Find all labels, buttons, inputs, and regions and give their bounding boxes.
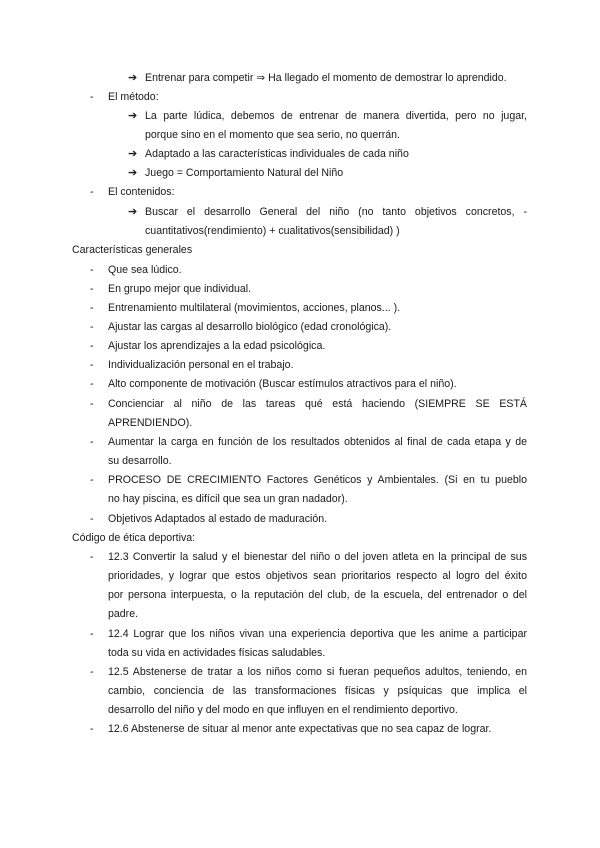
arrow-bullet-icon: ➔	[128, 167, 138, 179]
list-item: por persona interpuesta, o la reputación del club, de la escuela, del entrenador o del	[108, 589, 527, 601]
section-label-contenidos: El contenidos:	[108, 186, 175, 198]
list-item: desarrollo del niño y del modo en que influyen en el rendimiento deportivo.	[108, 704, 458, 716]
bullet-text: cuantitativos(rendimiento) + cualitativos(sensibilidad) )	[145, 225, 400, 237]
dash-bullet: -	[90, 302, 94, 314]
list-item: PROCESO DE CRECIMIENTO Factores Genéticos y Ambientales. (Si en tu pueblo	[108, 474, 527, 486]
list-item: Objetivos Adaptados al estado de maduración.	[108, 513, 328, 525]
dash-bullet: -	[90, 666, 94, 678]
list-item: Ajustar las cargas al desarrollo biológico (edad cronológica).	[108, 321, 392, 333]
dash-bullet: -	[90, 283, 94, 295]
arrow-bullet-icon: ➔	[128, 110, 138, 122]
dash-bullet: -	[90, 321, 94, 333]
dash-bullet: -	[90, 378, 94, 390]
bullet-text: Adaptado a las características individuales de cada niño	[145, 148, 409, 160]
list-item: padre.	[108, 608, 139, 620]
list-item: Alto componente de motivación (Buscar estímulos atractivos para el niño).	[108, 378, 457, 390]
dash-bullet: -	[90, 628, 94, 640]
heading-codigo-etica: Código de ética deportiva:	[72, 532, 196, 544]
dash-bullet: -	[90, 340, 94, 352]
list-item: 12.4 Lograr que los niños vivan una experiencia deportiva que les anime a participar	[108, 628, 527, 640]
list-item: Individualización personal en el trabajo.	[108, 359, 294, 371]
bullet-text: Juego = Comportamiento Natural del Niño	[145, 167, 344, 179]
list-item: 12.5 Abstenerse de tratar a los niños como si fueran pequeños adultos, teniendo, en	[108, 666, 527, 678]
list-item: prioridades, y lograr que estos objetivos sean prioritarios respecto al logro del éxito	[108, 570, 527, 582]
list-item: APRENDIENDO).	[108, 417, 193, 429]
list-item: no hay piscina, es difícil que sea un gran nadador).	[108, 493, 348, 505]
dash-bullet: -	[90, 551, 94, 563]
list-item: En grupo mejor que individual.	[108, 283, 252, 295]
bullet-text: Entrenar para competir ⇒ Ha llegado el momento de demostrar lo aprendido.	[145, 72, 507, 84]
dash-bullet: -	[90, 359, 94, 371]
dash-bullet: -	[90, 513, 94, 525]
arrow-bullet-icon: ➔	[128, 148, 138, 160]
list-item: 12.3 Convertir la salud y el bienestar del niño o del joven atleta en la principal de sus	[108, 551, 527, 563]
dash-bullet: -	[90, 436, 94, 448]
list-item: Que sea lúdico.	[108, 264, 182, 276]
arrow-bullet-icon: ➔	[128, 206, 138, 218]
bullet-text: porque sino en el momento que sea serio, no querrán.	[145, 129, 401, 141]
dash-bullet: -	[90, 723, 94, 735]
list-item: cambio, conciencia de las transformaciones físicas y psíquicas que implica el	[108, 685, 527, 697]
dash-bullet: -	[90, 474, 94, 486]
arrow-bullet-icon: ➔	[128, 72, 138, 84]
list-item: 12.6 Abstenerse de situar al menor ante expectativas que no sea capaz de lograr.	[108, 723, 492, 735]
dash-bullet: -	[90, 264, 94, 276]
bullet-text: Buscar el desarrollo General del niño (no tanto objetivos concretos, -	[145, 206, 527, 218]
dash-bullet: -	[90, 186, 94, 198]
section-label-metodo: El método:	[108, 91, 159, 103]
bullet-text: La parte lúdica, debemos de entrenar de manera divertida, pero no jugar,	[145, 110, 527, 122]
dash-bullet: -	[90, 398, 94, 410]
list-item: su desarrollo.	[108, 455, 172, 467]
list-item: Ajustar los aprendizajes a la edad psicológica.	[108, 340, 326, 352]
heading-caracteristicas: Características generales	[72, 244, 193, 256]
dash-bullet: -	[90, 91, 94, 103]
list-item: Concienciar al niño de las tareas qué está haciendo (SIEMPRE SE ESTÁ	[108, 398, 527, 410]
list-item: Aumentar la carga en función de los resultados obtenidos al final de cada etapa y de	[108, 436, 527, 448]
list-item: toda su vida en actividades físicas saludables.	[108, 647, 326, 659]
list-item: Entrenamiento multilateral (movimientos, acciones, planos... ).	[108, 302, 401, 314]
